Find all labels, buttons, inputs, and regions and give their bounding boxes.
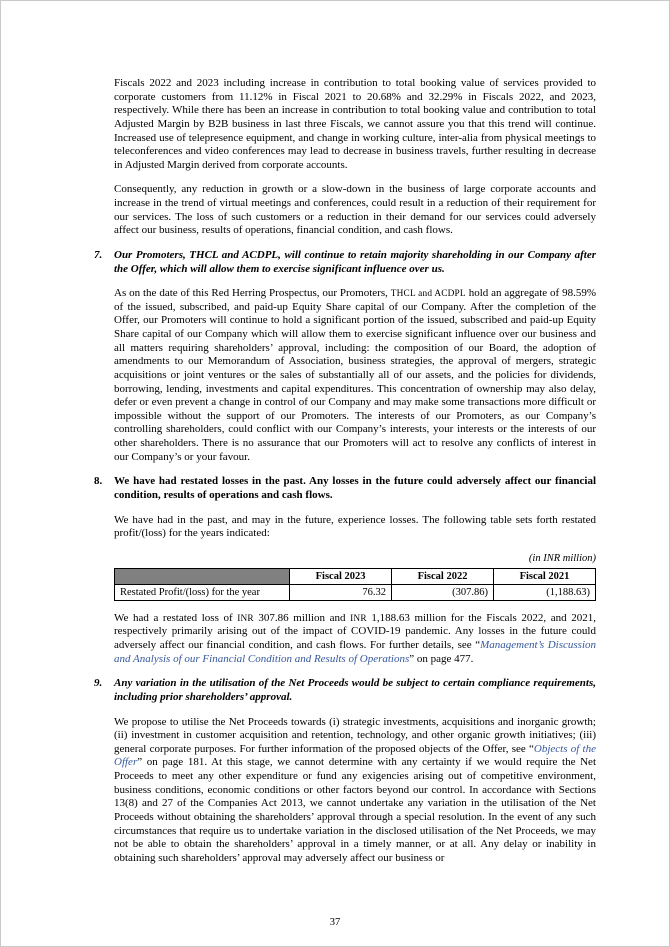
table-header-fiscal-2023: Fiscal 2023 [290,568,392,584]
risk-factor-7 [94,248,597,475]
table-header-empty-cell [115,568,290,584]
table-value-fiscal-2021: (1,188.63) [494,584,596,600]
table-row-label: Restated Profit/(loss) for the year [115,584,290,600]
table-value-fiscal-2022: (307.86) [392,584,494,600]
risk-factor-9-paragraph [114,716,596,866]
table-header-fiscal-2021: Fiscal 2021 [494,568,596,584]
risk-factor-9-number: 9. [94,677,103,690]
text-run: As on the date of this Red Herring Prospectus, our Promoters, [114,287,391,300]
table-header-row [115,568,596,584]
risk-factor-8-paragraph: We have had in the past, and may in the future, experience losses. The following table sets forth restated profit/(loss) for the years indicated: [114,513,596,540]
risk-factor-7-heading: Our Promoters, THCL and ACDPL, will continue to retain majority shareholding in our Company after the Offer, which will allow them to exercise significant influence over us. [114,248,596,275]
table-row [115,584,596,600]
risk-factor-7-number: 7. [94,248,103,261]
risk-factor-9-body [114,677,596,876]
defined-term-inr: INR [237,613,254,624]
intro-paragraph-2: Consequently, any reduction in growth or a slow-down in the business of large corporate accounts and increase in the trend of virtual meetings and conferences, could result in a reduction of their requirement for our services. The loss of such customers or a reduction in their demand for our services could adversely affect our business, results of operations, financial condition, and cash flows. [114,183,596,237]
cross-reference-mdna-link[interactable]: Management’s Discussion and Analysis of our Financial Condition and Results of Operations [114,639,596,665]
table-header-fiscal-2022: Fiscal 2022 [392,568,494,584]
risk-factor-8-number: 8. [94,475,103,488]
defined-term-thcl-acdpl: THCL and ACDPL [390,289,466,300]
risk-factor-8-heading: We have had restated losses in the past. Any losses in the future could adversely affect our financial condition, results of operations and cash flows. [114,475,596,501]
text-run: 1,188.63 million for the Fiscals 2022, and 2021, respectively primarily arising out of the impact of COVID-19 pandemic. Any losses in the future could adversely affect our financial condition, and cash flows. For further details, see “ [114,611,596,652]
text-run: ” on page 181. At this stage, we cannot determine with any certainty if we would require the Net Proceeds to meet any other expenditure or fund any exigencies arising out of competitive environment, business conditions, economic conditions or other factors beyond our control. In accordance with Sections 13(8) and 27 of the Companies Act 2013, we cannot undertake any variation in the utilisation of the Net Proceeds without obtaining the shareholders’ approval through a special resolution. In the event of any such circumstances that require us to undertake variation in the disclosed utilisation of the Net Proceeds, we may not be able to obtain the shareholders’ approval in a timely manner, or at all. Any delay or inability in obtaining such shareholders’ approval may adversely affect our business or [114,756,596,864]
defined-term-inr: INR [350,613,367,624]
risk-factor-7-body [114,249,596,475]
text-run: We had a restated loss of [114,611,238,624]
risk-factor-9 [94,677,596,876]
risk-factor-8 [94,475,596,677]
intro-paragraph-1: Fiscals 2022 and 2023 including increase in contribution to total booking value of services provided to corporate customers from 11.12% in Fiscal 2021 to 20.68% and 32.29% in Fiscals 2022, and 2023, respectively. While there has been an increase in contribution to total booking value and contribution to total Adjusted Margin by B2B business in last three Fiscals, we cannot assure you that this trend will continue. Increased use of telepresence equipment, and change in working culture, inter-alia from physical meetings to teleconferences and video conferences may lead to decrease in business travels, further resulting in decrease in Adjusted Margin derived from corporate accounts. [114,77,596,171]
risk-factor-9-heading: Any variation in the utilisation of the Net Proceeds would be subject to certain compliance requirements, including prior shareholders’ approval. [114,677,596,703]
restated-profit-loss-table [114,568,596,601]
text-run: 307.86 million and [253,611,351,624]
page-number: 37 [329,917,341,928]
table-unit-note: (in INR million) [528,552,596,564]
risk-factor-8-after-table-paragraph [114,612,596,667]
page-content [1,1,669,876]
risk-factor-7-paragraph [114,287,596,464]
text-run: We propose to utilise the Net Proceeds towards (i) strategic investments, acquisitions and inorganic growth; (ii) investment in customer acquisition and retention, technology, and other organic growth initiatives; (iii) general corporate purposes. For further information of the proposed objects of the Offer, see “ [114,715,596,755]
text-run: hold an aggregate of 98.59% of the issued, subscribed, and paid-up Equity Share capital of our Company. After the completion of the Offer, our Promoters will continue to hold a significant portion of the issued, subscribed and paid-up Equity Share capital of our Company which will allow them to exercise significant influence over our business and all matters requiring shareholders’ approval, including: the composition of our Board, the adoption of amendments to our Memorandum of Association, business strategies, the approval of mergers, strategic acquisitions or joint ventures or the sales of substantially all of our assets, and the policies for dividends, borrowing, lending, investments and capital expenditures. This concentration of ownership may also delay, defer or even prevent a change in control of our Company and may make some transactions more difficult or impossible without the support of our Promoters. The interests of our Promoters, as our Company’s controlling shareholders, could conflict with our Company’s interests, your interests or the interests of our other shareholders. There is no assurance that our Promoters will act to resolve any conflicts of interest in our Company’s or your favour. [114,287,597,463]
text-run: ” on page 477. [409,652,474,665]
table-value-fiscal-2023: 76.32 [290,584,392,600]
risk-factor-8-body [114,475,596,677]
cross-reference-objects-of-offer-link[interactable]: Objects of the Offer [114,742,596,769]
